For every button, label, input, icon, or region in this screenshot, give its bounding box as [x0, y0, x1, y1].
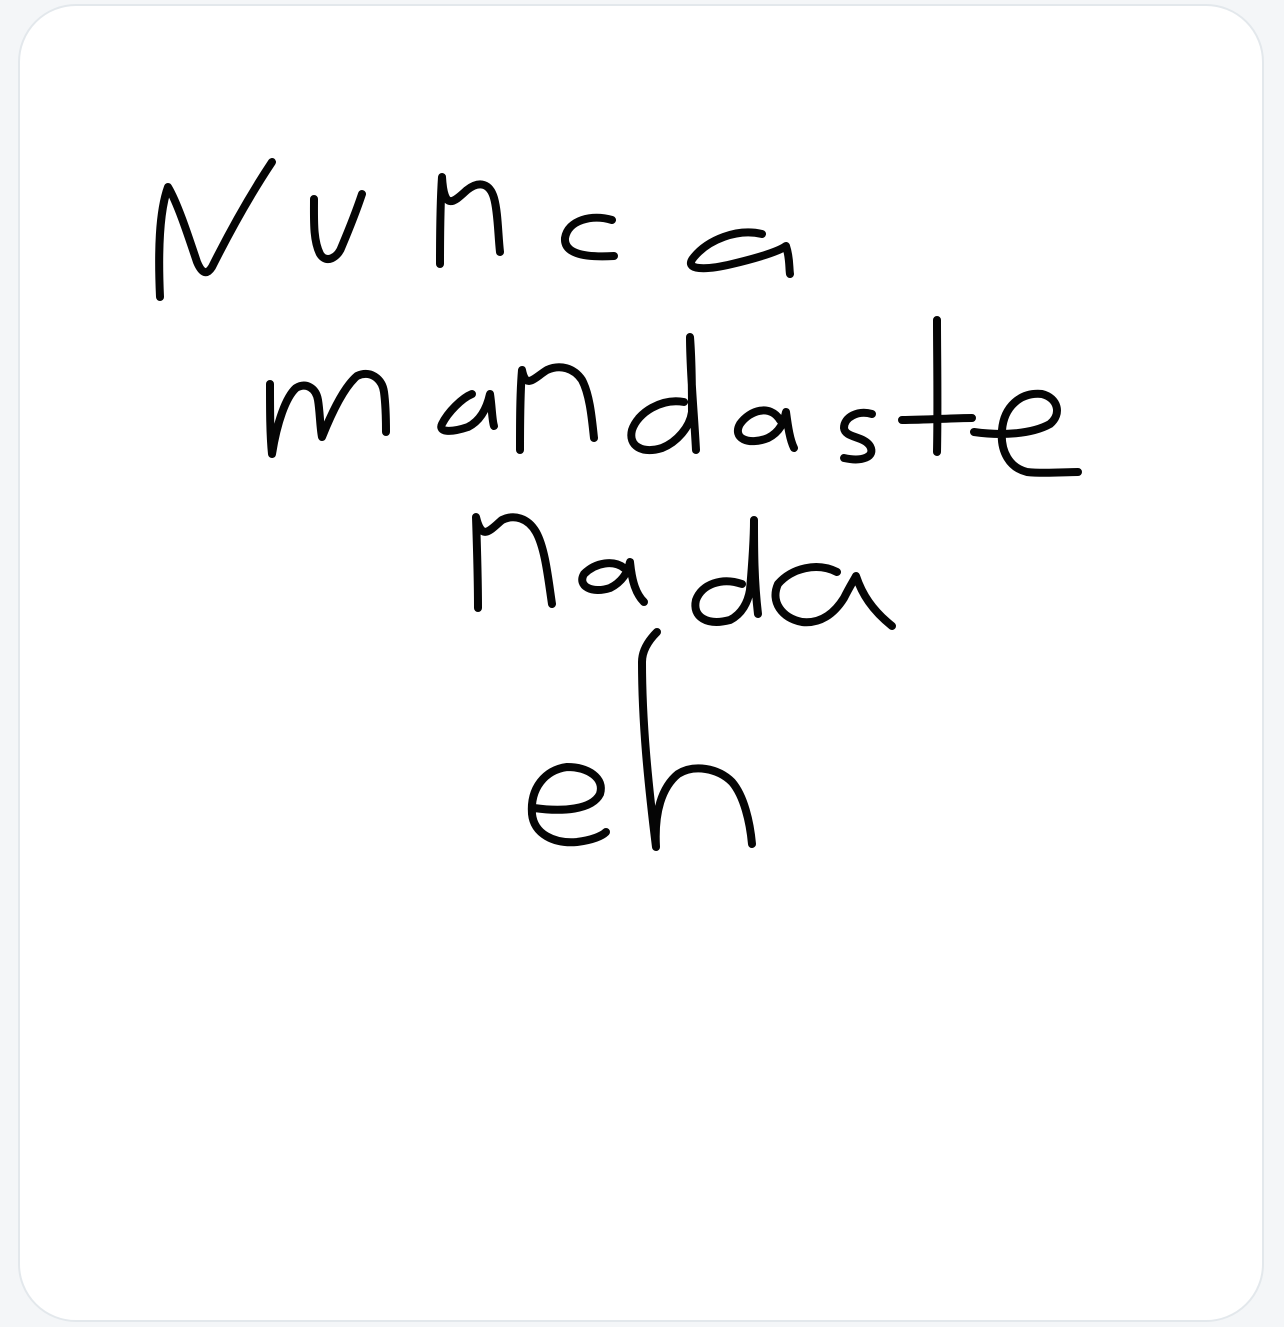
stroke-a2 [441, 394, 494, 431]
drawing-canvas[interactable] [18, 4, 1264, 1322]
stroke-e2 [532, 767, 606, 842]
stroke-c [565, 218, 614, 257]
stroke-d2 [695, 520, 758, 622]
stroke-t-bar [902, 418, 972, 420]
handwriting-word-eh [532, 632, 752, 847]
handwriting-word-nunca [159, 162, 790, 297]
stroke-d [631, 337, 696, 450]
stroke-m [270, 374, 386, 454]
handwriting-word-mandaste [270, 320, 1078, 473]
stroke-a5 [775, 567, 892, 626]
stroke-n2 [520, 367, 594, 450]
stroke-h [642, 632, 752, 847]
stroke-s [844, 413, 872, 460]
stroke-u [314, 194, 362, 259]
stroke-n [440, 177, 500, 264]
stroke-a [691, 232, 790, 274]
stroke-a3 [738, 410, 794, 448]
handwritten-note [20, 6, 1264, 1322]
handwriting-word-nada [476, 517, 892, 626]
stroke-e [974, 394, 1078, 473]
stroke-n3 [476, 517, 552, 608]
stroke-a4 [582, 562, 644, 602]
stroke-N [159, 162, 272, 297]
